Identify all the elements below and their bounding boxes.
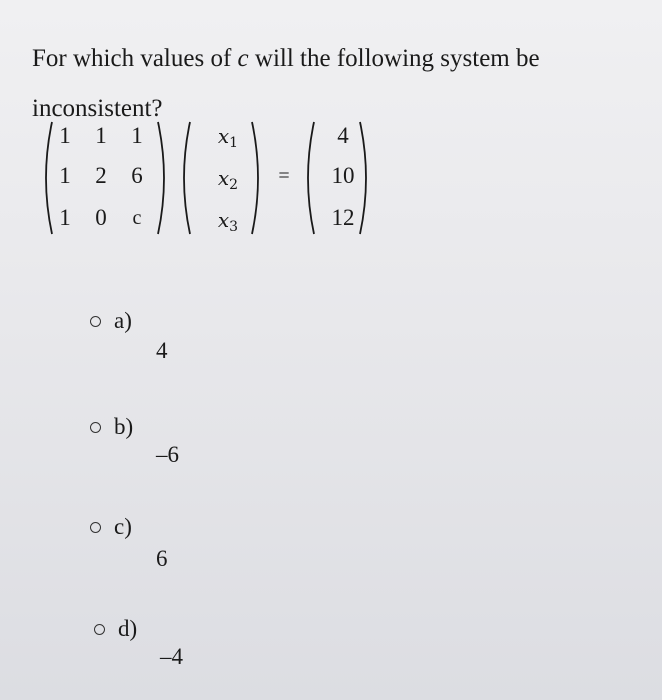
rhs-value: 10 (331, 163, 355, 188)
option-value: 6 (156, 546, 168, 571)
option-letter: b) (114, 414, 134, 439)
variable-x2: $x_2$ (217, 166, 239, 193)
matrix-equation (38, 120, 398, 236)
rhs-value: 4 (337, 123, 349, 148)
question-variable: c (237, 45, 249, 72)
option-c[interactable] (90, 514, 210, 584)
option-letter: c) (114, 514, 132, 539)
matrix-cell: 1 (59, 205, 71, 230)
question-prefix: For which values of (32, 45, 238, 72)
variable-x3: $x_3$ (217, 208, 239, 235)
matrix-cell: 1 (95, 123, 107, 148)
option-value: 4 (156, 338, 168, 363)
radio-button-icon[interactable] (90, 422, 101, 433)
right-paren-icon (156, 120, 172, 236)
matrix-cell: 0 (95, 205, 107, 230)
variable-x1: $x_1$ (217, 124, 239, 151)
option-a[interactable] (90, 308, 210, 378)
rhs-value: 12 (331, 205, 355, 230)
question-text (32, 34, 632, 134)
question-suffix: will the following system be inconsistent? (32, 45, 540, 122)
matrix-cell: 6 (131, 163, 143, 188)
option-value: –4 (160, 644, 183, 669)
option-letter: d) (118, 616, 138, 641)
left-paren-icon (176, 120, 192, 236)
radio-button-icon[interactable] (90, 522, 101, 533)
option-b[interactable] (90, 414, 210, 484)
matrix-cell: 1 (59, 123, 71, 148)
option-d[interactable] (94, 616, 214, 686)
equals-sign: = (278, 165, 290, 187)
matrix-cell: 1 (59, 163, 71, 188)
option-letter: a) (114, 308, 132, 333)
matrix-cell: c (132, 207, 142, 229)
radio-button-icon[interactable] (94, 624, 105, 635)
matrix-cell: 1 (131, 123, 143, 148)
option-value: –6 (156, 442, 179, 467)
left-paren-icon (300, 120, 316, 236)
right-paren-icon (358, 120, 374, 236)
matrix-cell: 2 (95, 163, 107, 188)
radio-button-icon[interactable] (90, 316, 101, 327)
right-paren-icon (250, 120, 266, 236)
